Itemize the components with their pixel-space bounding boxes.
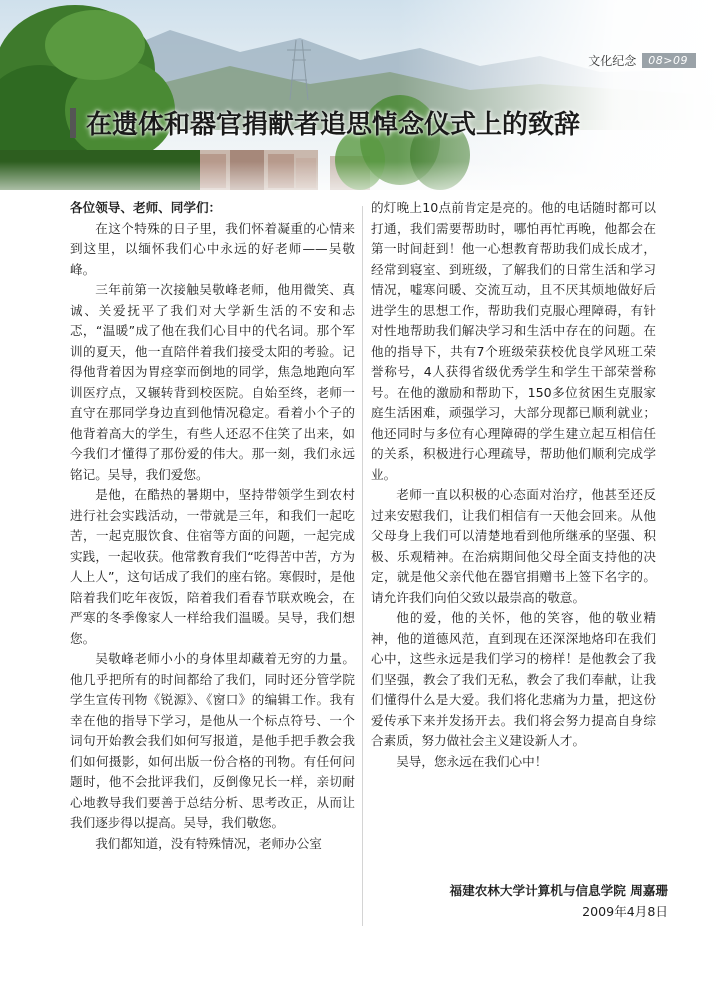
section-label: 文化纪念: [588, 54, 637, 68]
article-title: 在遗体和器官捐献者追思悼念仪式上的致辞: [86, 110, 581, 140]
page-numbers: 08>09: [642, 53, 696, 68]
paragraph: 在这个特殊的日子里，我们怀着凝重的心情来到这里，以缅怀我们心中永远的好老师——吴敬峰。: [70, 220, 355, 277]
greeting: 各位领导、老师、同学们：: [70, 200, 222, 215]
paragraph: 吴导，您永远在我们心中！: [396, 753, 548, 769]
title-accent-bar: [70, 108, 76, 138]
paragraph: 我们都知道，没有特殊情况，老师办公室: [95, 835, 322, 851]
paragraph: 老师一直以积极的心态面对治疗，他甚至还反过来安慰我们，让我们相信有一天他会回来。从他父母身上我们可以清楚地看到他所继承的坚强、积极、乐观精神。在治病期间他父母全面支持他的决定，就是他父亲代他在器官捐赠书上签下名字的。请允许我们向伯父致以最崇高的敬意。: [371, 487, 656, 605]
paragraph: 吴敬峰老师小小的身体里却藏着无穷的力量。他几乎把所有的时间都给了我们，同时还分管学院学生宣传刊物《锐源》、《窗口》的编辑工作。我有幸在他的指导下学习，是他从一个标点符号、一个词句开始教会我们如何写报道，是他手把手教会我们如何摄影，如何出版一份合格的刊物。有任何问题时，他不会批评我们，反倒像兄长一样，亲切耐心地教导我们要善于总结分析、思考改正，从而让我们逐步得以提高。吴导，我们敬您。: [70, 651, 355, 830]
signature-block: [450, 880, 668, 922]
paragraph: 是他，在酷热的暑期中，坚持带领学生到农村进行社会实践活动，一带就是三年，和我们一起吃苦，一起克服饮食、住宿等方面的问题，一起完成实践，一起收获。他常教育我们“吃得苦中苦，方为人上人”，这句话成了我们的座右铭。寒假时，是他陪着我们吃年夜饭，陪着我们看春节联欢晚会，在严寒的冬季像家人一样给我们温暖。吴导，我们想您。: [70, 487, 355, 646]
right-column: [371, 198, 656, 772]
header-banner-photo: [0, 0, 722, 190]
paragraph: 三年前第一次接触吴敬峰老师，他用微笑、真诚、关爱抚平了我们对大学新生活的不安和忐忑，“温暖”成了他在我们心目中的代名词。那个军训的夏天，他一直陪伴着我们接受太阳的考验。记得他背着因为胃痉挛而倒地的同学，焦急地跑向军训医疗点，又辗转背到校医院。自始至终，老师一直守在那同学身边直到他情况稳定。看着小个子的他背着高大的学生，有些人还忍不住笑了出来，如今我们才懂得了那份爱的伟大。那一刻，我们永远铭记。吴导，我们爱您。: [70, 282, 355, 482]
signature-date: 2009年4月8日: [582, 904, 668, 919]
section-tag: [588, 52, 696, 69]
column-divider: [362, 206, 363, 926]
paragraph: 他的爱，他的关怀，他的笑容，他的敬业精神，他的道德风范，直到现在还深深地烙印在我们心中，这些永远是我们学习的榜样！是他教会了我们坚强，教会了我们无私，教会了我们奉献，让我们懂得什么是大爱。我们将化悲痛为力量，把这份爱传承下来并发扬开去。我们将会努力提高自身综合素质，努力做社会主义建设新人才。: [371, 610, 656, 748]
memorial-landscape-image: [0, 0, 722, 190]
left-column: [70, 198, 355, 854]
paragraph-continued: 的灯晚上10点前肯定是亮的。他的电话随时都可以打通，我们需要帮助时，哪怕再忙再晚，他都会在第一时间赶到！他一心想教育帮助我们成长成才，经常到寝室、到班级，了解我们的日常生活和学习情况，嘘寒问暖、交流互动，且不厌其烦地做好后进学生的思想工作，帮助我们克服心理障碍，有针对性地帮助我们解决学习和生活中存在的问题。在他的指导下，共有7个班级荣获校优良学风班工荣誉称号，4人获得省级优秀学生和学生干部荣誉称号。在他的激励和帮助下，150多位贫困生克服家庭生活困难，顽强学习，大部分现都已顺利就业；他还同时与多位有心理障碍的学生建立起互相信任的关系，积极进行心理疏导，帮助他们顺利完成学业。: [371, 200, 656, 482]
signature-author: 福建农林大学计算机与信息学院 周嘉珊: [449, 883, 668, 898]
